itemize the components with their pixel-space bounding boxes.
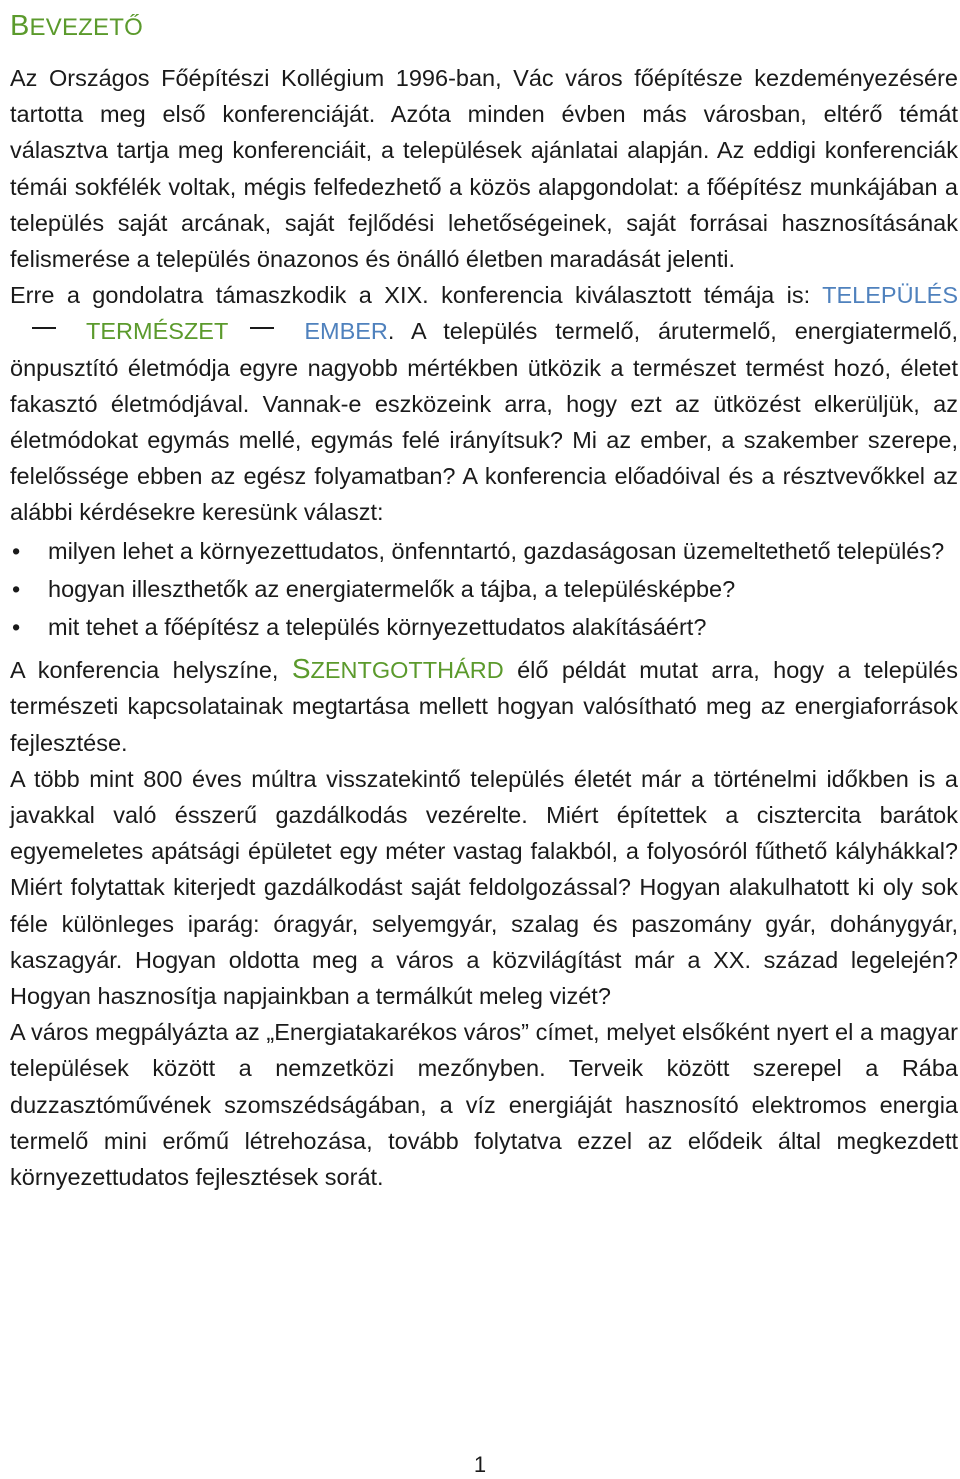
theme-word-termeszet: TERMÉSZET (86, 318, 229, 345)
question-list (10, 533, 958, 646)
document-page (10, 0, 958, 1195)
location-initial: S (291, 653, 311, 685)
list-item-text: milyen lehet a környezettudatos, önfenntartó, gazdaságosan üzemeltethető település? (48, 537, 945, 564)
page-number: 1 (473, 1452, 487, 1477)
list-item (10, 571, 958, 607)
bullet-icon: • (12, 614, 21, 641)
heading-rest: EVEZETŐ (29, 14, 143, 41)
list-item (10, 609, 958, 645)
list-item-text: mit tehet a főépítész a település környezettudatos alakításáért? (48, 614, 707, 641)
theme-rest: . A település termelő, árutermelő, energiatermelő, önpusztító életmódja egyre nagyobb mértékben ütközik a természet termést hozó, életet fakasztó életmódjával. Vannak-e eszközeink arra, hogy ezt az ütközést elkerüljük, az életmódokat egymás mellé, egymás felé irányítsuk? Mi az ember, a szakember szerepe, felelőssége ebben az egész folyamatban? A konferencia előadóival és a résztvevőkkel az alábbi kérdésekre keresünk választ: (10, 318, 958, 526)
paragraph-location (10, 651, 958, 761)
theme-word-ember: EMBER (304, 318, 388, 345)
location-name (291, 653, 504, 685)
bullet-icon: • (12, 575, 21, 602)
location-rest: ZENTGOTTHÁRD (310, 657, 504, 684)
bullet-icon: • (12, 537, 21, 564)
paragraph-intro: Az Országos Főépítészi Kollégium 1996-ban, Vác város főépítésze kezdeményezésére tartotta meg első konferenciáját. Azóta minden évben más városban, eltérő témát választva tartja meg konferenciáit, a települések ajánlatai alapján. Az eddigi konferenciák témái sokfélék voltak, mégis felfedezhető a közös alapgondolat: a főépítész munkájában a település saját arcának, saját fejlődési lehetőségeinek, saját forrásai hasznosításának felismerése a település önazonos és önálló életben maradását jelenti. (10, 65, 958, 273)
list-item (10, 533, 958, 569)
paragraph-energy: A város megpályázta az „Energiatakarékos város” címet, melyet elsőként nyert el a magyar települések között a nemzetközi mezőnyben. Terveik között szerepel a Rába duzzasztóművének szomszédságában, a víz energiáját hasznosító elektromos energia termelő mini erőmű létrehozása, tovább folytatva ezzel az elődeik által megkezdett környezettudatos fejlesztések sorát. (10, 1019, 958, 1191)
list-item-text: hogyan illeszthetők az energiatermelők a tájba, a településképbe? (48, 575, 736, 602)
theme-intro: Erre a gondolatra támaszkodik a XIX. konferencia kiválasztott témája is: (10, 282, 811, 309)
paragraph-history: A több mint 800 éves múltra visszatekintő település életét már a történelmi időkben is a javakkal való ésszerű gazdálkodás vezérelte. Miért építettek a cisztercita barátok egyemeletes apátsági épületet egy méter vastag falakból, a folyosóról fűthető kályhákkal? Miért folytattak kiterjedt gazdálkodást saját feldolgozással? Hogyan alakulhatott ki oly sok féle különleges iparág: óragyár, selyemgyár, szalag és paszomány gyár, dohánygyár, kaszagyár. Hogyan oldotta meg a város a közvilágítást már a XX. század legelején? Hogyan hasznosítja napjainkban a termálkút meleg vizét? (10, 765, 958, 1010)
section-heading (10, 6, 958, 46)
theme-dash-2 (250, 327, 274, 329)
heading-initial: B (10, 10, 30, 42)
paragraph-theme (10, 277, 958, 530)
theme-word-telepules: TELEPÜLÉS (822, 282, 958, 309)
location-after: élő példát mutat arra, hogy a település természeti kapcsolatainak megtartása mellett hogyan valósítható meg az energiaforrások fejlesztése. (10, 657, 958, 756)
location-before: A konferencia helyszíne, (10, 657, 292, 684)
document-body (10, 60, 958, 1195)
theme-dash-1 (32, 327, 56, 329)
